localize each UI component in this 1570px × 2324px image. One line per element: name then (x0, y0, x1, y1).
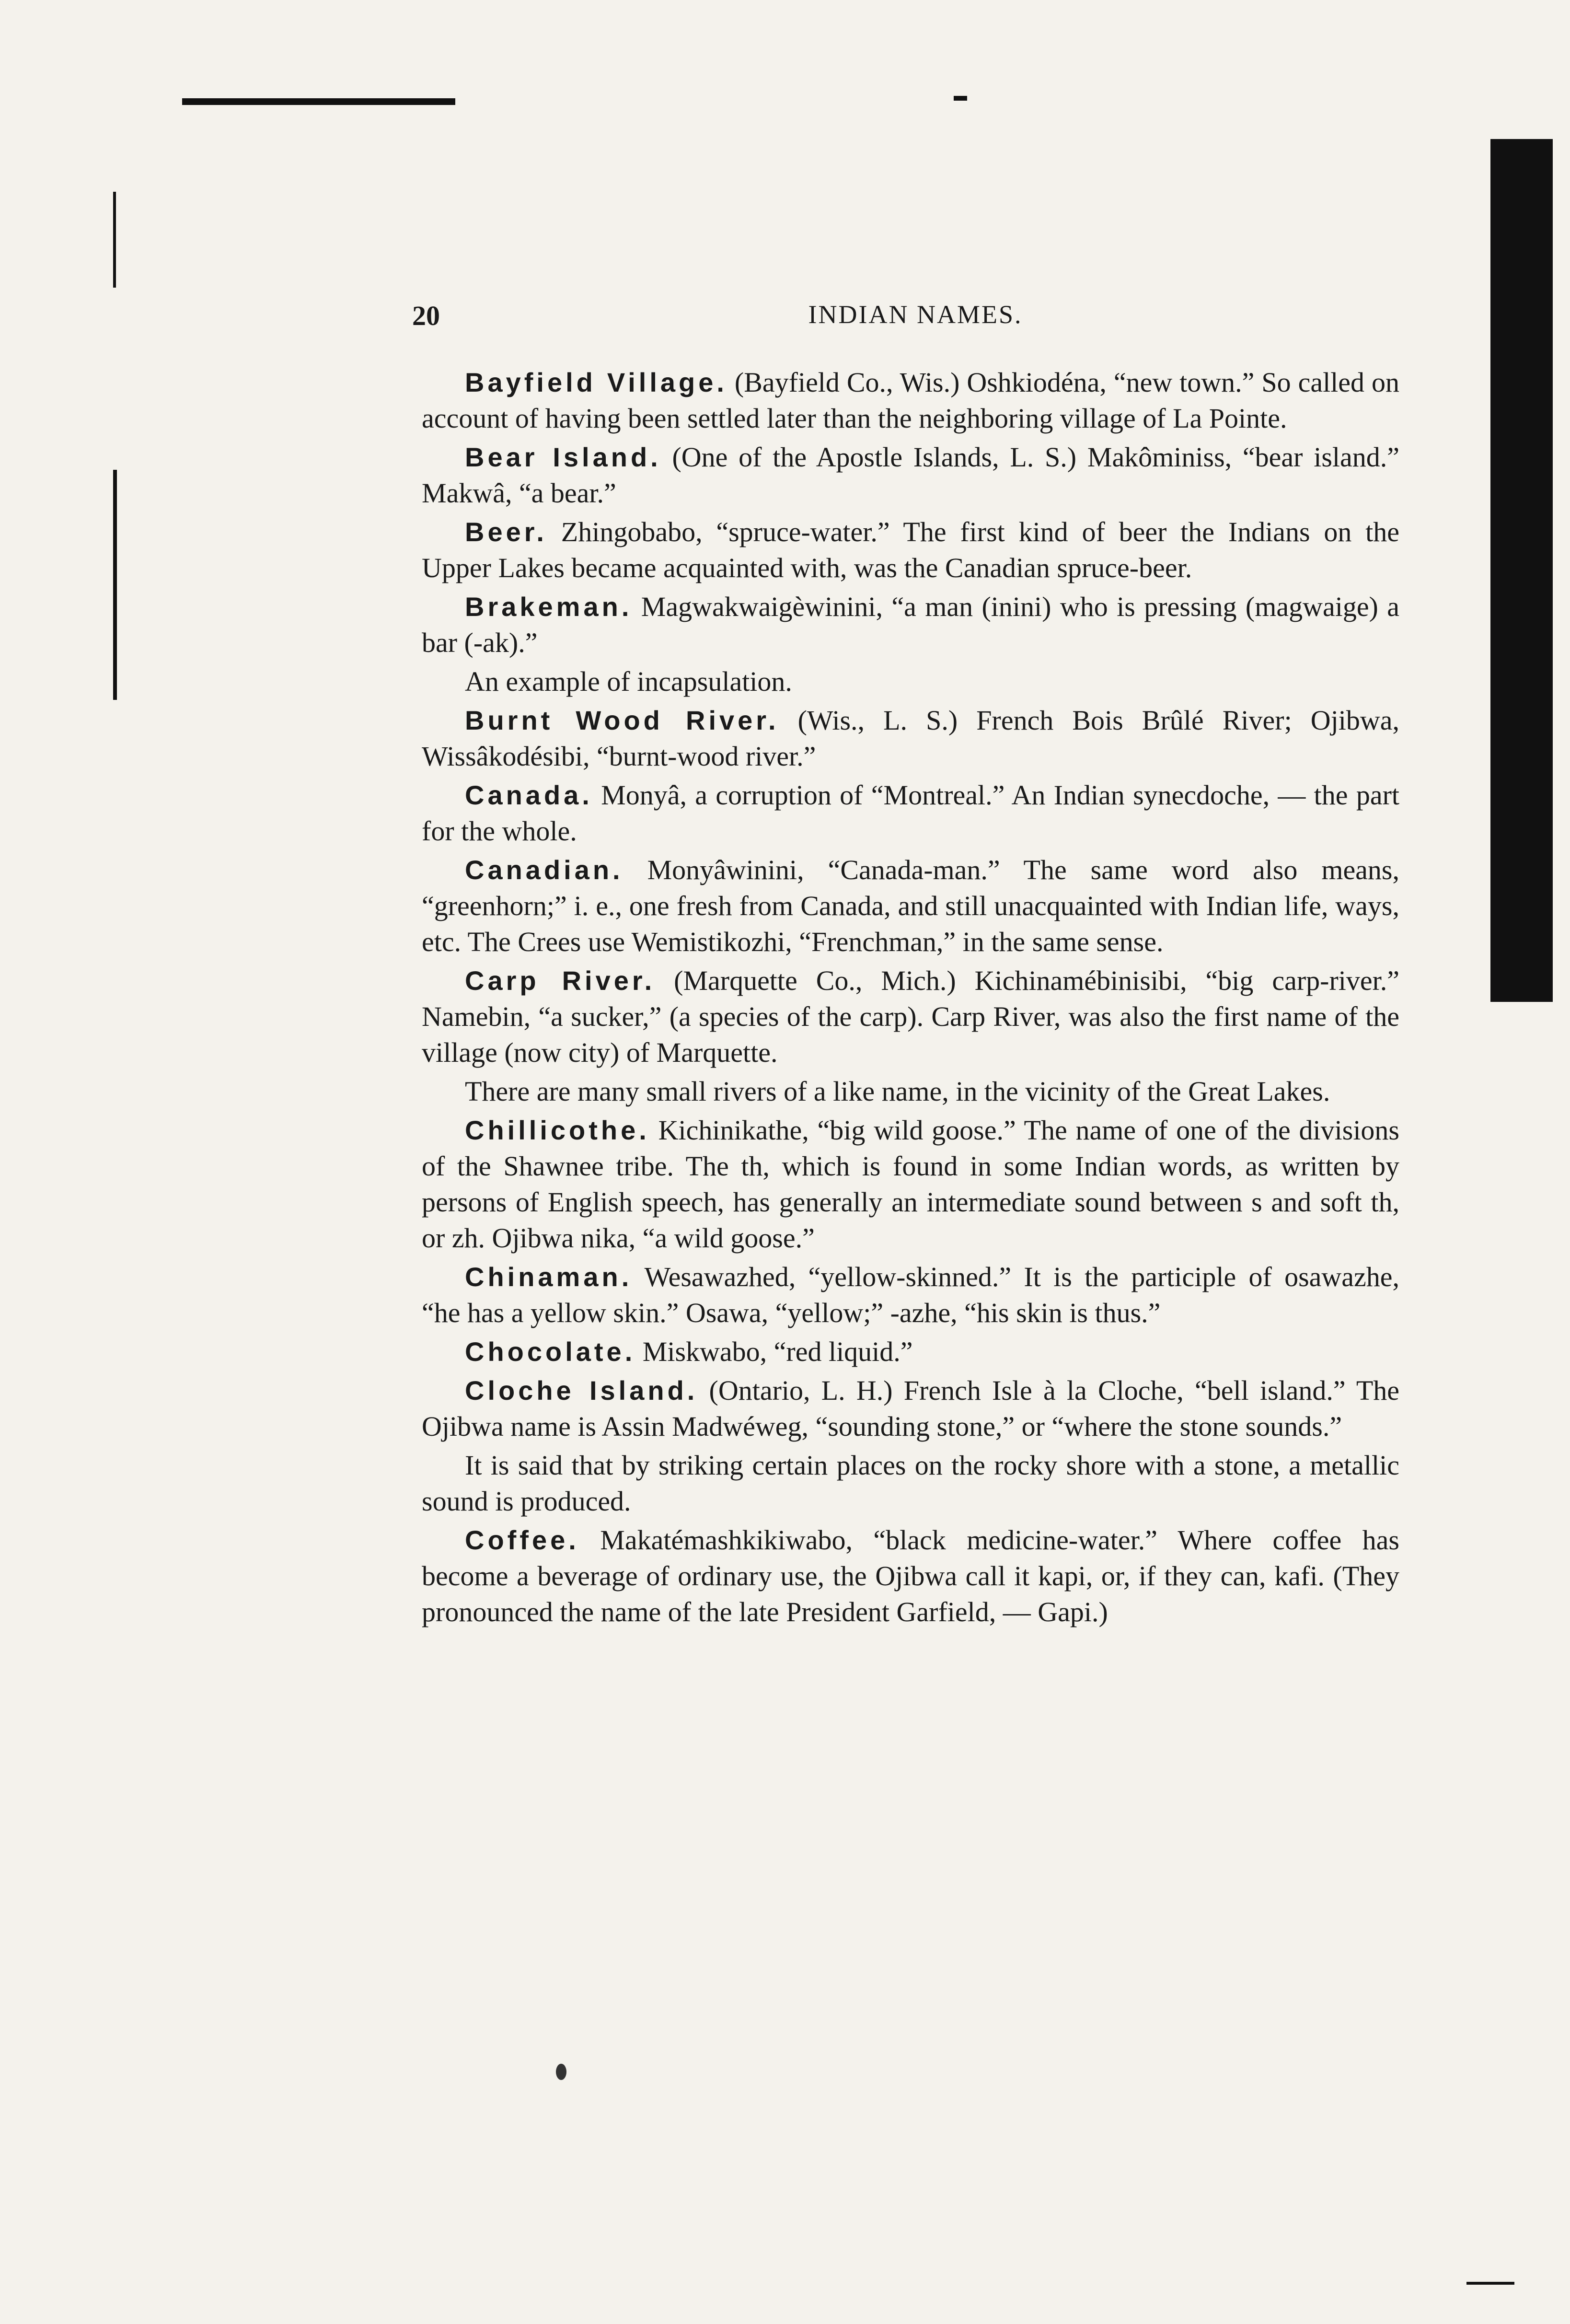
running-head: INDIAN NAMES. (808, 300, 1023, 329)
entry-beer (422, 514, 1399, 586)
headword: Cloche Island. (465, 1375, 698, 1406)
entry-bear-island (422, 439, 1399, 511)
scan-left-edge-bar (113, 470, 117, 700)
entry-chinaman (422, 1259, 1399, 1331)
entry-coffee (422, 1522, 1399, 1630)
entry-brakeman (422, 589, 1399, 661)
entry-chillicothe (422, 1112, 1399, 1256)
definition: Wesawazhed, “yellow-skinned.” It is the participle of osawazhe, “he has a yellow skin.” Osawa, “yellow;” -azhe, “his skin is thus.” (422, 1261, 1400, 1328)
entry-carp-river (422, 963, 1399, 1070)
headword: Brakeman. (465, 592, 633, 622)
definition: Magwakwaigèwinini, “a man (inini) who is pressing (magwaige) a bar (-ak).” (422, 591, 1400, 658)
headword: Carp River. (465, 965, 656, 996)
definition: (Ontario, L. H.) French Isle à la Cloche, “bell island.” The Ojibwa name is Assin Madwéweg, “sounding stone,” or “where the stone sounds.” (422, 1375, 1399, 1442)
entry-canada (422, 777, 1399, 849)
headword: Bear Island. (465, 442, 661, 472)
definition: Makatémashkikiwabo, “black medicine-water.” Where coffee has become a beverage of ordinary use, the Ojibwa call it kapi, or, if they can, kafi. (They pronounced the name of the late President Garfield, — Gapi.) (422, 1524, 1399, 1627)
stray-ink-mark (556, 2064, 566, 2080)
entry-note: There are many small rivers of a like name, in the vicinity of the Great Lakes. (465, 1076, 1330, 1107)
definition: (Marquette Co., Mich.) Kichinamébinisibi, “big carp-river.” Namebin, “a sucker,” (a species of the carp). Carp River, was also the first name of the village (now city) of Marquette. (422, 965, 1399, 1068)
dictionary-entries (422, 364, 1399, 1633)
definition: Miskwabo, “red liquid.” (642, 1336, 913, 1367)
scan-left-edge-tick (113, 192, 116, 288)
headword: Burnt Wood River. (465, 705, 779, 735)
definition: (Bayfield Co., Wis.) Oshkiodéna, “new town.” So called on account of having been settled later than the neighboring village of La Pointe. (422, 367, 1399, 434)
definition: (Wis., L. S.) French Bois Brûlé River; Ojibwa, Wissâkodésibi, “burnt-wood river.” (422, 705, 1400, 772)
entry-cloche-island (422, 1372, 1399, 1444)
page-header (412, 300, 1419, 333)
page-number: 20 (412, 300, 440, 331)
scan-right-edge-bar (1490, 139, 1553, 1002)
entry-burnt-wood-river (422, 702, 1399, 774)
definition: Monyâwinini, “Canada-man.” The same word also means, “greenhorn;” i. e., one fresh from Canada, and still unacquainted with Indian life, ways, etc. The Crees use Wemistikozhi, “Frenchman,” in the same sense. (422, 854, 1399, 957)
entry-chocolate (422, 1334, 1399, 1370)
definition: Zhingobabo, “spruce-water.” The first kind of beer the Indians on the Upper Lakes became acquainted with, was the Canadian spruce-beer. (422, 516, 1399, 583)
headword: Canadian. (465, 855, 623, 885)
entry-bayfield-village (422, 364, 1399, 436)
headword: Chillicothe. (465, 1115, 650, 1145)
entry-note: An example of incapsulation. (465, 666, 792, 697)
headword: Coffee. (465, 1525, 579, 1555)
headword: Chocolate. (465, 1336, 636, 1367)
entry-canadian (422, 852, 1399, 960)
definition: (One of the Apostle Islands, L. S.) Makôminiss, “bear island.” Makwâ, “a bear.” (422, 442, 1399, 509)
scan-top-dash (954, 96, 967, 101)
headword: Chinaman. (465, 1262, 633, 1292)
headword: Bayfield Village. (465, 367, 727, 397)
scan-top-rule (182, 98, 455, 105)
definition: Monyâ, a corruption of “Montreal.” An Indian synecdoche, — the part for the whole. (422, 779, 1400, 847)
headword: Canada. (465, 780, 593, 810)
entry-note: It is said that by striking certain places on the rocky shore with a stone, a metallic sound is produced. (422, 1450, 1399, 1517)
scan-bottom-right-rule (1466, 2282, 1514, 2285)
headword: Beer. (465, 517, 547, 547)
definition: Kichinikathe, “big wild goose.” The name of one of the divisions of the Shawnee tribe. The th, which is found in some Indian words, as written by persons of English speech, has generally an intermediate sound between s and soft th, or zh. Ojibwa nika, “a wild goose.” (422, 1115, 1400, 1254)
